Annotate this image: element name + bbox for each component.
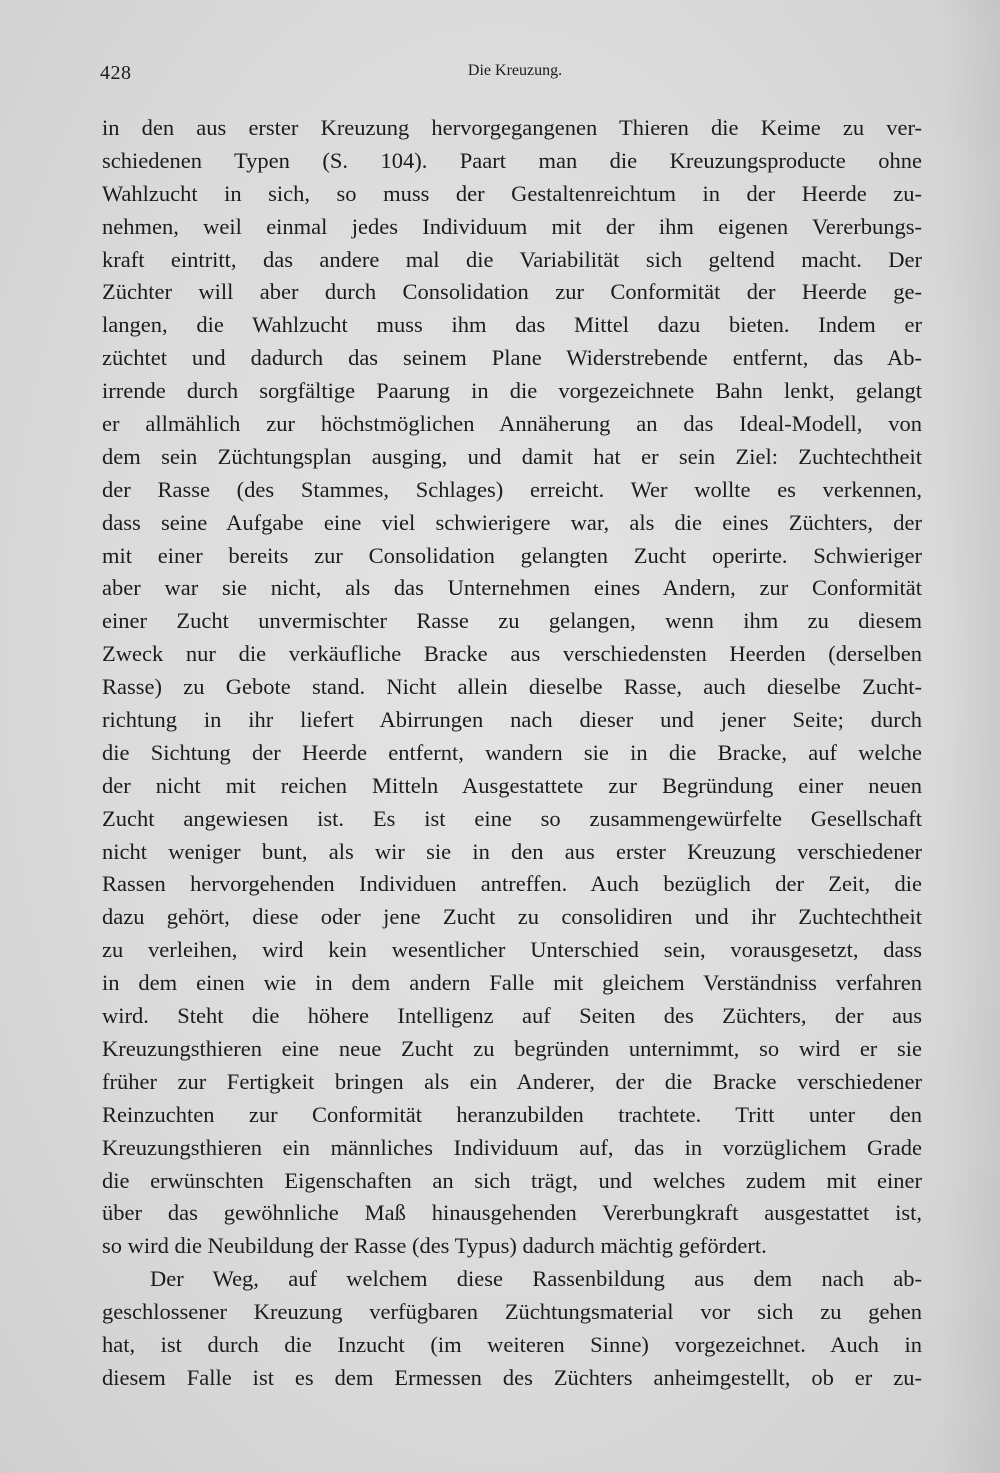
text-line: Zweck nur die verkäufliche Bracke aus verschiedensten Heerden (derselben <box>102 641 922 667</box>
text-line: die Sichtung der Heerde entfernt, wandern sie in die Bracke, auf welche <box>102 739 922 765</box>
text-line: diesem Falle ist es dem Ermessen des Züchters anheimgestellt, ob er zu- <box>102 1364 922 1390</box>
text-line: richtung in ihr liefert Abirrungen nach dieser und jener Seite; durch <box>102 707 922 733</box>
text-line: er allmählich zur höchstmöglichen Annäherung an das Ideal-Modell, von <box>102 411 922 437</box>
text-line: der Rasse (des Stammes, Schlages) erreicht. Wer wollte es verkennen, <box>102 476 922 502</box>
text-line: nicht weniger bunt, als wir sie in den aus erster Kreuzung verschiedener <box>102 838 922 864</box>
text-line: die erwünschten Eigenschaften an sich trägt, und welches zudem mit einer <box>102 1167 922 1193</box>
text-line: Rassen hervorgehenden Individuen antreffen. Auch bezüglich der Zeit, die <box>102 871 922 897</box>
text-line: über das gewöhnliche Maß hinausgehenden Vererbungkraft ausgestattet ist, <box>102 1200 922 1226</box>
text-line: früher zur Fertigkeit bringen als ein Anderer, der die Bracke verschiedener <box>102 1068 922 1094</box>
page-number: 428 <box>100 62 132 84</box>
running-title: Die Kreuzung. <box>467 62 563 79</box>
text-line: Zucht angewiesen ist. Es ist eine so zusammengewürfelte Gesellschaft <box>102 805 922 831</box>
text-line: geschlossener Kreuzung verfügbaren Züchtungsmaterial vor sich zu gehen <box>102 1299 922 1325</box>
text-line: langen, die Wahlzucht muss ihm das Mittel dazu bieten. Indem er <box>102 312 922 338</box>
text-line: hat, ist durch die Inzucht (im weiteren Sinne) vorgezeichnet. Auch in <box>102 1331 922 1357</box>
text-line: nehmen, weil einmal jedes Individuum mit der ihm eigenen Vererbungs- <box>102 213 922 239</box>
text-line: Wahlzucht in sich, so muss der Gestaltenreichtum in der Heerde zu- <box>102 180 922 206</box>
text-line: wird. Steht die höhere Intelligenz auf Seiten des Züchters, der aus <box>102 1003 922 1029</box>
text-line: dazu gehört, diese oder jene Zucht zu consolidiren und ihr Zuchtechtheit <box>102 904 922 930</box>
text-line: kraft eintritt, das andere mal die Variabilität sich geltend macht. Der <box>102 246 922 272</box>
text-line: Kreuzungsthieren ein männliches Individuum auf, das in vorzüglichem Grade <box>102 1134 922 1160</box>
text-line: dass seine Aufgabe eine viel schwierigere war, als die eines Züchters, der <box>102 509 922 535</box>
text-line: aber war sie nicht, als das Unternehmen eines Andern, zur Conformität <box>102 575 922 601</box>
text-line: Kreuzungsthieren eine neue Zucht zu begründen unternimmt, so wird er sie <box>102 1035 922 1061</box>
text-line: in dem einen wie in dem andern Falle mit gleichem Verständniss verfahren <box>102 970 922 996</box>
text-line: mit einer bereits zur Consolidation gelangten Zucht operirte. Schwieriger <box>102 542 922 568</box>
text-line: der nicht mit reichen Mitteln Ausgestattete zur Begründung einer neuen <box>102 772 922 798</box>
text-line: einer Zucht unvermischter Rasse zu gelangen, wenn ihm zu diesem <box>102 608 922 634</box>
text-line: so wird die Neubildung der Rasse (des Typus) dadurch mächtig gefördert. <box>102 1233 767 1259</box>
text-line: zu verleihen, wird kein wesentlicher Unterschied sein, vorausgesetzt, dass <box>102 937 922 963</box>
paragraph-first-line: Der Weg, auf welchem diese Rassenbildung aus dem nach ab- <box>150 1266 922 1292</box>
text-line: Rasse) zu Gebote stand. Nicht allein dieselbe Rasse, auch dieselbe Zucht- <box>102 674 922 700</box>
text-line: züchtet und dadurch das seinem Plane Widerstrebende entfernt, das Ab- <box>102 345 922 371</box>
text-line: schiedenen Typen (S. 104). Paart man die Kreuzungsproducte ohne <box>102 147 922 173</box>
text-line: in den aus erster Kreuzung hervorgegangenen Thieren die Keime zu ver- <box>102 115 922 140</box>
text-line: dem sein Züchtungsplan ausging, und damit hat er sein Ziel: Zuchtechtheit <box>102 443 922 469</box>
text-line: irrende durch sorgfältige Paarung in die vorgezeichnete Bahn lenkt, gelangt <box>102 378 922 404</box>
text-line: Züchter will aber durch Consolidation zur Conformität der Heerde ge- <box>102 279 922 305</box>
text-line: Reinzuchten zur Conformität heranzubilden trachtete. Tritt unter den <box>102 1101 922 1127</box>
body-text <box>102 112 922 1395</box>
